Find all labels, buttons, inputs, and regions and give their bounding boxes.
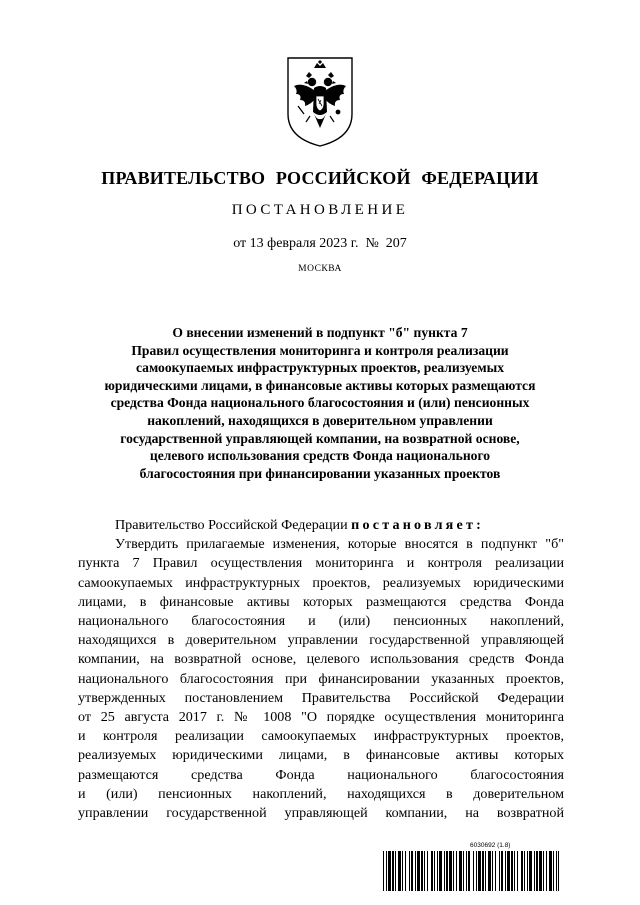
barcode-bar: [427, 851, 428, 891]
body-line: реализуемых юридическими лицами, в финансовые активы которых: [78, 747, 564, 764]
barcode-bar: [417, 851, 420, 891]
barcode-bar: [424, 851, 425, 891]
body-line: самоокупаемых инфраструктурных проектов, реализуемых юридическими: [78, 574, 564, 591]
barcode-bar: [492, 851, 493, 891]
barcode-bar: [468, 851, 470, 891]
barcode-bar: [411, 851, 413, 891]
barcode-bar: [511, 851, 513, 891]
body-line: компании, на возвратной основе, целевого использования средств Фонда: [78, 651, 564, 668]
barcode-bar: [383, 851, 384, 891]
document-type: ПОСТАНОВЛЕНИЕ: [231, 202, 409, 218]
barcode-bar: [415, 851, 416, 891]
barcode-bar: [495, 851, 496, 891]
body-intro-line: [78, 516, 564, 535]
barcode-bar: [485, 851, 486, 891]
body-line: управлении государственной управляющей компании, на возвратной: [78, 805, 564, 822]
barcode-bar: [456, 851, 457, 891]
barcode-bar: [553, 851, 554, 891]
barcode-icon: [382, 851, 560, 891]
barcode-bar: [488, 851, 491, 891]
heading-line: О внесении изменений в подпункт "б" пункта 7: [172, 325, 468, 340]
barcode-bar: [556, 851, 557, 891]
barcode-bar: [421, 851, 423, 891]
heading-line: благосостояния при финансировании указанных проектов: [139, 465, 501, 481]
barcode-bar: [386, 851, 387, 891]
body-line: и (или) пенсионных накоплений, находящихся в доверительном: [78, 785, 564, 802]
russian-coat-of-arms-icon: [286, 56, 354, 148]
barcode-bar: [431, 851, 433, 891]
barcode-bar: [517, 851, 518, 891]
barcode-bar: [446, 851, 448, 891]
document-city: МОСКВА: [298, 264, 342, 274]
document-body: [78, 516, 564, 823]
heading-line: самоокупаемых инфраструктурных проектов, реализуемых: [135, 360, 505, 376]
body-line: национального благосостояния и (или) пенсионных накоплений,: [78, 613, 564, 630]
barcode-bar: [437, 851, 438, 891]
barcode-bar: [439, 851, 442, 891]
barcode-number: 6030692 (1.8): [470, 842, 511, 849]
barcode-bar: [482, 851, 484, 891]
heading-line: государственной управляющей компании, на возвратной основе,: [120, 430, 520, 446]
barcode-block: [382, 842, 560, 894]
barcode-bar: [529, 851, 532, 891]
barcode-bar: [473, 851, 474, 891]
heading-line: целевого использования средств Фонда национального: [149, 448, 491, 464]
barcode-bar: [459, 851, 462, 891]
barcode-bar: [476, 851, 477, 891]
heading-line: юридическими лицами, в финансовые активы которых размещаются: [104, 377, 536, 393]
barcode-bar: [398, 851, 401, 891]
barcode-bar: [453, 851, 454, 891]
barcode-bar: [549, 851, 552, 891]
barcode-bar: [524, 851, 525, 891]
barcode-bar: [536, 851, 538, 891]
barcode-bar: [534, 851, 535, 891]
barcode-bar: [539, 851, 542, 891]
body-line: пункта 7 Правил осуществления мониторинга и контроля реализации: [78, 555, 564, 572]
body-line: от 25 августа 2017 г. № 1008 "О порядке осуществления мониторинга: [78, 709, 564, 726]
body-line: находящихся в доверительном управлении государственной управляющей: [78, 632, 564, 649]
barcode-bar: [521, 851, 523, 891]
barcode-bar: [449, 851, 452, 891]
barcode-bar: [499, 851, 500, 891]
barcode-bar: [478, 851, 481, 891]
barcode-bar: [409, 851, 410, 891]
barcode-bar: [395, 851, 396, 891]
barcode-bar: [543, 851, 544, 891]
document-heading: [80, 324, 560, 482]
barcode-bar: [463, 851, 464, 891]
barcode-bar: [507, 851, 510, 891]
barcode-bar: [514, 851, 515, 891]
barcode-bar: [505, 851, 506, 891]
body-line: и контроля реализации самоокупаемых инфраструктурных проектов,: [78, 728, 564, 745]
barcode-bar: [405, 851, 406, 891]
document-date-number: от 13 февраля 2023 г. № 207: [233, 236, 407, 251]
barcode-bar: [558, 851, 559, 891]
body-line: лицами, в финансовые активы которых размещаются средства Фонда: [78, 593, 564, 610]
barcode-bar: [501, 851, 503, 891]
barcode-bar: [444, 851, 445, 891]
body-line: национального благосостояния при финансировании указанных проектов,: [78, 670, 564, 687]
government-title: ПРАВИТЕЛЬСТВО РОССИЙСКОЙ ФЕДЕРАЦИИ: [101, 168, 539, 188]
heading-line: средства Фонда национального благосостояния и (или) пенсионных: [110, 395, 530, 411]
intro-emphasis: постановляет:: [351, 517, 484, 533]
barcode-bar: [402, 851, 403, 891]
body-line: размещаются средства Фонда национального благосостояния: [78, 766, 564, 783]
barcode-bar: [546, 851, 547, 891]
barcode-bar: [466, 851, 467, 891]
barcode-bar: [392, 851, 394, 891]
heading-line: накоплений, находящихся в доверительном управлении: [147, 412, 493, 428]
heading-line: Правил осуществления мониторинга и контроля реализации: [131, 342, 509, 358]
barcode-bar: [434, 851, 435, 891]
barcode-bar: [527, 851, 528, 891]
body-line: Утвердить прилагаемые изменения, которые вносятся в подпункт "б": [115, 536, 564, 553]
body-line: утвержденных постановлением Правительства Российской Федерации: [78, 689, 564, 706]
barcode-bar: [388, 851, 391, 891]
intro-prefix: Правительство Российской Федерации: [115, 517, 352, 533]
